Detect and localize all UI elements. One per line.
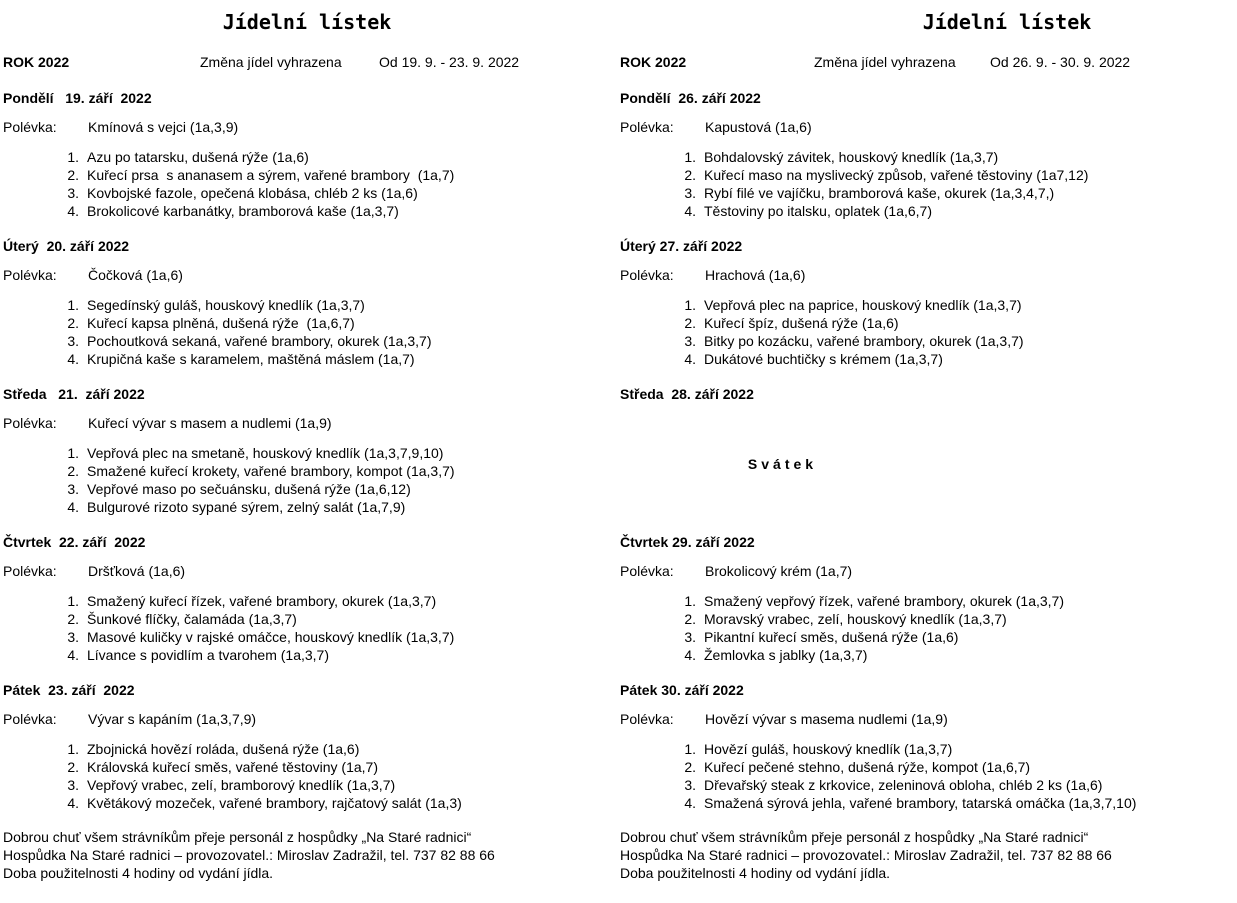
meal-item bbox=[680, 350, 1024, 368]
meal-item bbox=[680, 314, 1024, 332]
meal-name: Moravský vrabec, zelí, houskový knedlík (1a,3,7) bbox=[704, 611, 1007, 627]
meal-name: Kovbojské fazole, opečená klobása, chléb 2 ks (1a,6) bbox=[87, 185, 418, 201]
meal-item bbox=[63, 758, 462, 776]
meal-item bbox=[63, 628, 454, 646]
meal-name: Kuřecí pečené stehno, dušená rýže, kompot (1a,6,7) bbox=[704, 759, 1031, 775]
soup-name: Brokolicový krém (1a,7) bbox=[705, 563, 853, 579]
day-title: Středa 28. září 2022 bbox=[620, 386, 754, 402]
meal-name: Rybí filé ve vajíčku, bramborová kaše, okurek (1a,3,4,7,) bbox=[704, 185, 1055, 201]
meal-item bbox=[680, 296, 1024, 314]
change-notice: Změna jídel vyhrazena bbox=[200, 54, 342, 70]
meal-item bbox=[680, 758, 1136, 776]
meal-number: 3. bbox=[67, 481, 79, 497]
meal-item bbox=[680, 202, 1088, 220]
soup-name: Kmínová s vejci (1a,3,9) bbox=[88, 119, 239, 135]
meal-number: 4. bbox=[67, 351, 79, 367]
meal-number: 4. bbox=[67, 499, 79, 515]
meal-item bbox=[63, 592, 454, 610]
meal-name: Vepřový vrabec, zelí, bramborový knedlík (1a,3,7) bbox=[87, 777, 396, 793]
meal-number: 2. bbox=[684, 167, 696, 183]
day-title: Pondělí 19. září 2022 bbox=[3, 90, 152, 106]
meal-item bbox=[63, 350, 431, 368]
meal-item bbox=[680, 184, 1088, 202]
meal-name: Kuřecí kapsa plněná, dušená rýže (1a,6,7) bbox=[87, 315, 355, 331]
meal-list bbox=[63, 592, 454, 664]
meal-item bbox=[63, 332, 431, 350]
soup-name: Kapustová (1a,6) bbox=[705, 119, 812, 135]
meal-list bbox=[63, 148, 454, 220]
soup-label: Polévka: bbox=[3, 563, 57, 579]
meal-name: Pikantní kuřecí směs, dušená rýže (1a,6) bbox=[704, 629, 959, 645]
meal-name: Dukátové buchtičky s krémem (1a,3,7) bbox=[704, 351, 943, 367]
meal-item bbox=[680, 592, 1064, 610]
meal-name: Bohdalovský závitek, houskový knedlík (1a,3,7) bbox=[704, 149, 999, 165]
meal-name: Segedínský guláš, houskový knedlík (1a,3,7) bbox=[87, 297, 365, 313]
day-title: Pondělí 26. září 2022 bbox=[620, 90, 761, 106]
day-title: Pátek 23. září 2022 bbox=[3, 682, 135, 698]
change-notice: Změna jídel vyhrazena bbox=[814, 54, 956, 70]
meal-item bbox=[63, 166, 454, 184]
meal-item bbox=[680, 166, 1088, 184]
meal-number: 2. bbox=[67, 759, 79, 775]
meal-list bbox=[63, 740, 462, 812]
meal-item bbox=[680, 610, 1064, 628]
meal-name: Smažené kuřecí krokety, vařené brambory, kompot (1a,3,7) bbox=[87, 463, 455, 479]
meal-number: 2. bbox=[67, 315, 79, 331]
meal-name: Smažený vepřový řízek, vařené brambory, okurek (1a,3,7) bbox=[704, 593, 1065, 609]
day-title: Čtvrtek 22. září 2022 bbox=[3, 534, 146, 550]
menu-title: Jídelní lístek bbox=[222, 10, 392, 34]
meal-name: Pochoutková sekaná, vařené brambory, okurek (1a,3,7) bbox=[87, 333, 432, 349]
meal-number: 1. bbox=[67, 149, 79, 165]
meal-number: 4. bbox=[67, 795, 79, 811]
soup-label: Polévka: bbox=[3, 267, 57, 283]
meal-number: 3. bbox=[684, 777, 696, 793]
meal-item bbox=[63, 444, 455, 462]
meal-number: 1. bbox=[684, 297, 696, 313]
meal-item bbox=[63, 740, 462, 758]
meal-name: Žemlovka s jablky (1a,3,7) bbox=[704, 647, 868, 663]
soup-label: Polévka: bbox=[620, 711, 674, 727]
meal-item bbox=[63, 480, 455, 498]
soup-label: Polévka: bbox=[620, 119, 674, 135]
meal-name: Dřevařský steak z krkovice, zeleninová obloha, chléb 2 ks (1a,6) bbox=[704, 777, 1103, 793]
meal-name: Těstoviny po italsku, oplatek (1a,6,7) bbox=[704, 203, 933, 219]
footer-line: Doba použitelnosti 4 hodiny od vydání jídla. bbox=[620, 865, 891, 881]
meal-number: 4. bbox=[684, 795, 696, 811]
meal-number: 2. bbox=[67, 167, 79, 183]
meal-number: 3. bbox=[684, 333, 696, 349]
meal-number: 4. bbox=[67, 647, 79, 663]
soup-label: Polévka: bbox=[620, 267, 674, 283]
meal-name: Bulgurové rizoto sypané sýrem, zelný salát (1a,7,9) bbox=[87, 499, 406, 515]
day-title: Středa 21. září 2022 bbox=[3, 386, 145, 402]
date-range: Od 19. 9. - 23. 9. 2022 bbox=[379, 54, 520, 70]
meal-item bbox=[63, 148, 454, 166]
meal-item bbox=[63, 646, 454, 664]
meal-list bbox=[63, 444, 455, 516]
meal-number: 2. bbox=[684, 611, 696, 627]
soup-name: Čočková (1a,6) bbox=[88, 267, 183, 283]
meal-number: 1. bbox=[684, 741, 696, 757]
menu-header bbox=[3, 54, 603, 72]
meal-number: 1. bbox=[67, 741, 79, 757]
day-title: Pátek 30. září 2022 bbox=[620, 682, 744, 698]
meal-number: 4. bbox=[684, 351, 696, 367]
footer-line: Hospůdka Na Staré radnici – provozovatel.: Miroslav Zadražil, tel. 737 82 88 66 bbox=[3, 847, 495, 863]
soup-name: Kuřecí vývar s masem a nudlemi (1a,9) bbox=[88, 415, 332, 431]
meal-item bbox=[63, 314, 431, 332]
meal-list bbox=[680, 296, 1024, 368]
meal-number: 2. bbox=[684, 759, 696, 775]
meal-name: Květákový mozeček, vařené brambory, rajčatový salát (1a,3) bbox=[87, 795, 462, 811]
meal-name: Smažený kuřecí řízek, vařené brambory, okurek (1a,3,7) bbox=[87, 593, 437, 609]
meal-item bbox=[63, 296, 431, 314]
meal-number: 1. bbox=[67, 445, 79, 461]
soup-label: Polévka: bbox=[3, 119, 57, 135]
meal-name: Bitky po kozácku, vařené brambory, okurek (1a,3,7) bbox=[704, 333, 1024, 349]
meal-name: Krupičná kaše s karamelem, maštěná máslem (1a,7) bbox=[87, 351, 415, 367]
meal-name: Vepřové maso po sečuánsku, dušená rýže (1a,6,12) bbox=[87, 481, 411, 497]
soup-name: Hovězí vývar s masema nudlemi (1a,9) bbox=[705, 711, 948, 727]
meal-name: Hovězí guláš, houskový knedlík (1a,3,7) bbox=[704, 741, 953, 757]
menu-week-1 bbox=[3, 0, 603, 903]
day-title: Úterý 27. září 2022 bbox=[620, 238, 743, 254]
year-label: ROK 2022 bbox=[3, 54, 70, 70]
soup-label: Polévka: bbox=[620, 563, 674, 579]
footer-line: Dobrou chuť všem strávníkům přeje personál z hospůdky „Na Staré radnici“ bbox=[3, 829, 472, 845]
day-title: Čtvrtek 29. září 2022 bbox=[620, 534, 755, 550]
meal-name: Kuřecí špíz, dušená rýže (1a,6) bbox=[704, 315, 899, 331]
holiday-label: Svátek bbox=[747, 456, 818, 472]
date-range: Od 26. 9. - 30. 9. 2022 bbox=[990, 54, 1131, 70]
meal-item bbox=[63, 776, 462, 794]
meal-item bbox=[63, 202, 454, 220]
meal-name: Šunkové flíčky, čalamáda (1a,3,7) bbox=[87, 611, 297, 627]
footer-notes bbox=[3, 828, 495, 882]
day-title: Úterý 20. září 2022 bbox=[3, 238, 130, 254]
soup-label: Polévka: bbox=[3, 711, 57, 727]
meal-item bbox=[63, 184, 454, 202]
soup-name: Dršťková (1a,6) bbox=[88, 563, 186, 579]
meal-name: Brokolicové karbanátky, bramborová kaše (1a,3,7) bbox=[87, 203, 399, 219]
meal-name: Vepřová plec na paprice, houskový knedlík (1a,3,7) bbox=[704, 297, 1022, 313]
soup-label: Polévka: bbox=[3, 415, 57, 431]
meal-number: 3. bbox=[684, 185, 696, 201]
meal-number: 3. bbox=[67, 333, 79, 349]
footer-line: Doba použitelnosti 4 hodiny od vydání jídla. bbox=[3, 865, 274, 881]
meal-number: 4. bbox=[684, 203, 696, 219]
menu-title: Jídelní lístek bbox=[922, 10, 1092, 34]
meal-name: Kuřecí maso na myslivecký způsob, vařené těstoviny (1a7,12) bbox=[704, 167, 1089, 183]
meal-number: 1. bbox=[67, 297, 79, 313]
meal-list bbox=[680, 592, 1064, 664]
meal-name: Zbojnická hovězí roláda, dušená rýže (1a,6) bbox=[87, 741, 360, 757]
meal-item bbox=[63, 462, 455, 480]
meal-number: 2. bbox=[67, 611, 79, 627]
meal-number: 2. bbox=[684, 315, 696, 331]
meal-name: Smažená sýrová jehla, vařené brambory, tatarská omáčka (1a,3,7,10) bbox=[704, 795, 1137, 811]
year-label: ROK 2022 bbox=[620, 54, 687, 70]
meal-name: Lívance s povidlím a tvarohem (1a,3,7) bbox=[87, 647, 330, 663]
footer-line: Hospůdka Na Staré radnici – provozovatel.: Miroslav Zadražil, tel. 737 82 88 66 bbox=[620, 847, 1112, 863]
meal-item bbox=[680, 148, 1088, 166]
meal-number: 1. bbox=[684, 149, 696, 165]
meal-item bbox=[63, 794, 462, 812]
meal-item bbox=[680, 628, 1064, 646]
meal-list bbox=[680, 148, 1088, 220]
meal-name: Vepřová plec na smetaně, houskový knedlík (1a,3,7,9,10) bbox=[87, 445, 444, 461]
meal-number: 1. bbox=[67, 593, 79, 609]
meal-name: Azu po tatarsku, dušená rýže (1a,6) bbox=[87, 149, 309, 165]
footer-notes bbox=[620, 828, 1112, 882]
soup-name: Hrachová (1a,6) bbox=[705, 267, 806, 283]
menu-week-2 bbox=[620, 0, 1220, 903]
meal-list bbox=[680, 740, 1136, 812]
soup-name: Vývar s kapáním (1a,3,7,9) bbox=[88, 711, 257, 727]
meal-item bbox=[680, 740, 1136, 758]
meal-number: 3. bbox=[67, 629, 79, 645]
meal-name: Kuřecí prsa s ananasem a sýrem, vařené brambory (1a,7) bbox=[87, 167, 455, 183]
meal-name: Královská kuřecí směs, vařené těstoviny (1a,7) bbox=[87, 759, 379, 775]
meal-item bbox=[680, 332, 1024, 350]
meal-number: 4. bbox=[67, 203, 79, 219]
meal-name: Masové kuličky v rajské omáčce, houskový knedlík (1a,3,7) bbox=[87, 629, 455, 645]
meal-number: 1. bbox=[684, 593, 696, 609]
menu-header bbox=[620, 54, 1220, 72]
meal-item bbox=[680, 776, 1136, 794]
meal-item bbox=[63, 498, 455, 516]
meal-number: 3. bbox=[67, 185, 79, 201]
meal-item bbox=[63, 610, 454, 628]
meal-item bbox=[680, 646, 1064, 664]
meal-number: 3. bbox=[684, 629, 696, 645]
meal-item bbox=[680, 794, 1136, 812]
footer-line: Dobrou chuť všem strávníkům přeje personál z hospůdky „Na Staré radnici“ bbox=[620, 829, 1089, 845]
meal-number: 2. bbox=[67, 463, 79, 479]
meal-number: 4. bbox=[684, 647, 696, 663]
meal-list bbox=[63, 296, 431, 368]
meal-number: 3. bbox=[67, 777, 79, 793]
